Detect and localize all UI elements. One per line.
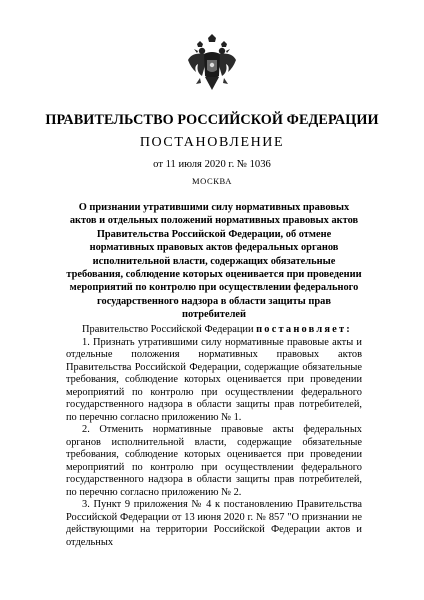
emblem-icon — [188, 34, 236, 92]
intro-prefix: Правительство Российской Федерации — [82, 324, 257, 335]
document-body — [66, 324, 362, 549]
document-title: О признании утратившими силу нормативных правовых актов и отдельных положений нормативных правовых актов Правительства Российской Федерации, об отмене нормативных правовых актов федеральных органов исполнительной власти, содержащих обязательные требования, соблюдение которых оценивается при проведении мероприятий по контролю при осуществлении федерального государственного надзора в области защиты прав потребителей — [66, 202, 362, 321]
government-name: ПРАВИТЕЛЬСТВО РОССИЙСКОЙ ФЕДЕРАЦИИ — [45, 112, 379, 128]
resolves-word: постановляет: — [256, 324, 352, 335]
paragraph-2: 2. Отменить нормативные правовые акты федеральных органов исполнительной власти, содержащие обязательные требования, соблюдение которых оценивается при проведении мероприятий по контролю при осуществлении федерального государственного надзора в области защиты прав потребителей, по перечню согласно приложению № 2. — [66, 424, 362, 498]
document-type: ПОСТАНОВЛЕНИЕ — [139, 135, 285, 150]
date-and-number: от 11 июля 2020 г. № 1036 — [153, 159, 271, 170]
paragraph-3: 3. Пункт 9 приложения № 4 к постановлению Правительства Российской Федерации от 13 июня 2020 г. № 857 "О признании не действующими на территории Российской Федерации актов и отдельных — [66, 499, 362, 548]
paragraph-1: 1. Признать утратившими силу нормативные правовые акты и отдельные положения нормативных правовых актов Правительства Российской Федерации, содержащие обязательные требования, соблюдение которых оценивается при проведении мероприятий по контролю при осуществлении федерального государственного надзора в области защиты прав потребителей, по перечню согласно приложению № 1. — [66, 336, 362, 423]
city: МОСКВА — [191, 176, 232, 186]
intro-paragraph — [66, 324, 362, 337]
